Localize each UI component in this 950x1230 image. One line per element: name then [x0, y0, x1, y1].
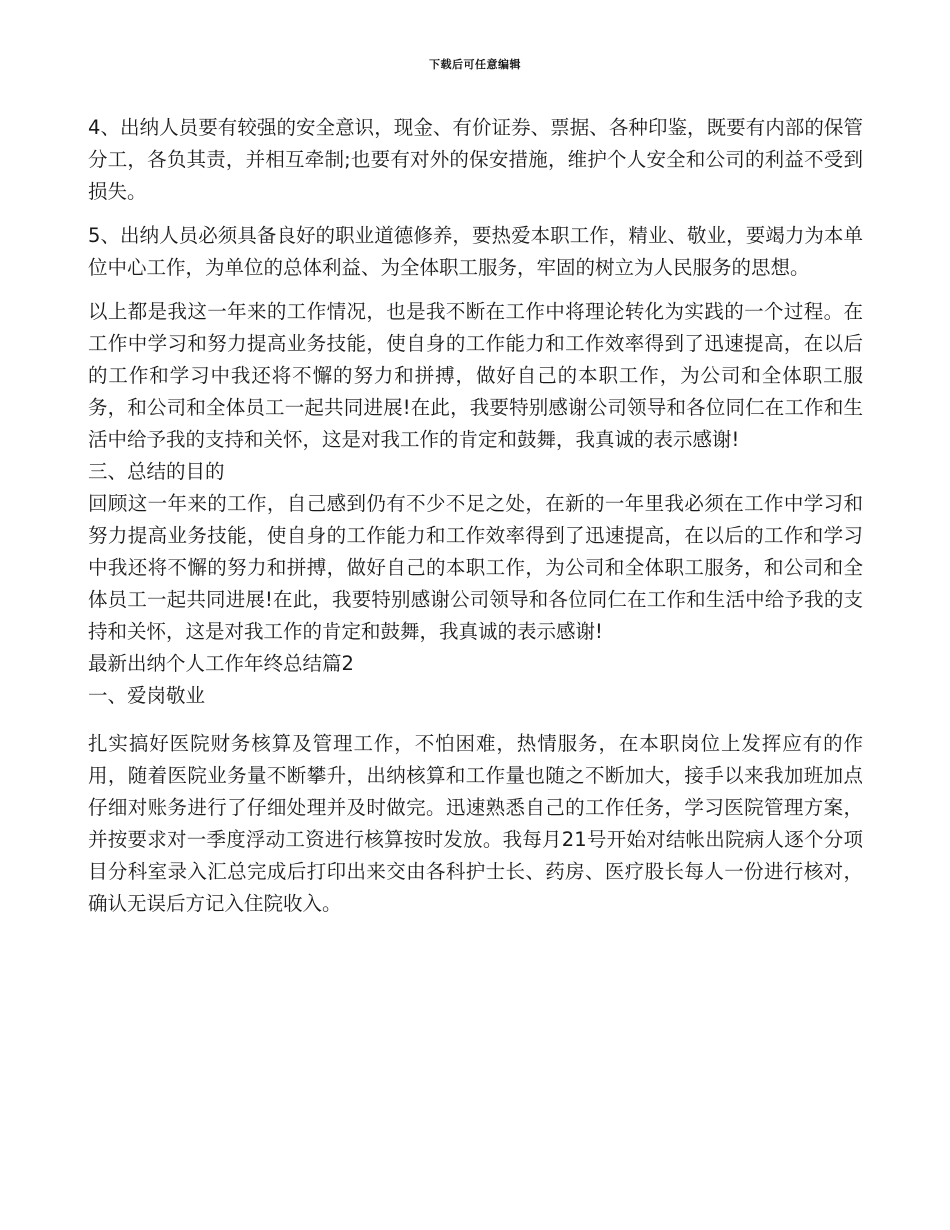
- paragraph-summary: 以上都是我这一年来的工作情况，也是我不断在工作中将理论转化为实践的一个过程。在工作中学习和努力提高业务技能，使自身的工作能力和工作效率得到了迅速提高，在以后的工作和学习中我还将不懈的努力和拼搏，做好自己的本职工作，为公司和全体职工服务，和公司和全体员工一起共同进展!在此，我要特别感谢公司领导和各位同仁在工作和生活中给予我的支持和关怀，这是对我工作的肯定和鼓舞，我真诚的表示感谢!: [88, 300, 863, 451]
- paragraph-item-5: 5、出纳人员必须具备良好的职业道德修养，要热爱本职工作，精业、敬业，要竭力为本单位中心工作，为单位的总体利益、为全体职工服务，牢固的树立为人民服务的思想。: [88, 224, 863, 279]
- document-body: [88, 112, 863, 920]
- heading-article-2: 最新出纳个人工作年终总结篇2: [88, 652, 354, 675]
- paragraph-section-3: 回顾这一年来的工作，自己感到仍有不少不足之处，在新的一年里我必须在工作中学习和努力提高业务技能，使自身的工作能力和工作效率得到了迅速提高，在以后的工作和学习中我还将不懈的努力和拼搏，做好自己的本职工作，为公司和全体职工服务，和公司和全体员工一起共同进展!在此，我要特别感谢公司领导和各位同仁在工作和生活中给予我的支持和关怀，这是对我工作的肯定和鼓舞，我真诚的表示感谢!: [88, 492, 863, 643]
- paragraph-item-4: 4、出纳人员要有较强的安全意识，现金、有价证券、票据、各种印鉴，既要有内部的保管分工，各负其责，并相互牵制;也要有对外的保安措施，维护个人安全和公司的利益不受到损失。: [88, 116, 863, 203]
- header-note: 下载后可任意编辑: [429, 58, 521, 71]
- heading-section-3: 三、总结的目的: [88, 460, 225, 483]
- paragraph-section-1: 扎实搞好医院财务核算及管理工作，不怕困难，热情服务，在本职岗位上发挥应有的作用，随着医院业务量不断攀升，出纳核算和工作量也随之不断加大，接手以来我加班加点仔细对账务进行了仔细处理并及时做完。迅速熟悉自己的工作任务，学习医院管理方案，并按要求对一季度浮动工资进行核算按时发放。我每月21号开始对结帐出院病人逐个分项目分科室录入汇总完成后打印出来交由各科护士长、药房、医疗股长每人一份进行核对，确认无误后方记入住院收入。: [88, 732, 863, 915]
- heading-section-1: 一、爱岗敬业: [88, 684, 206, 707]
